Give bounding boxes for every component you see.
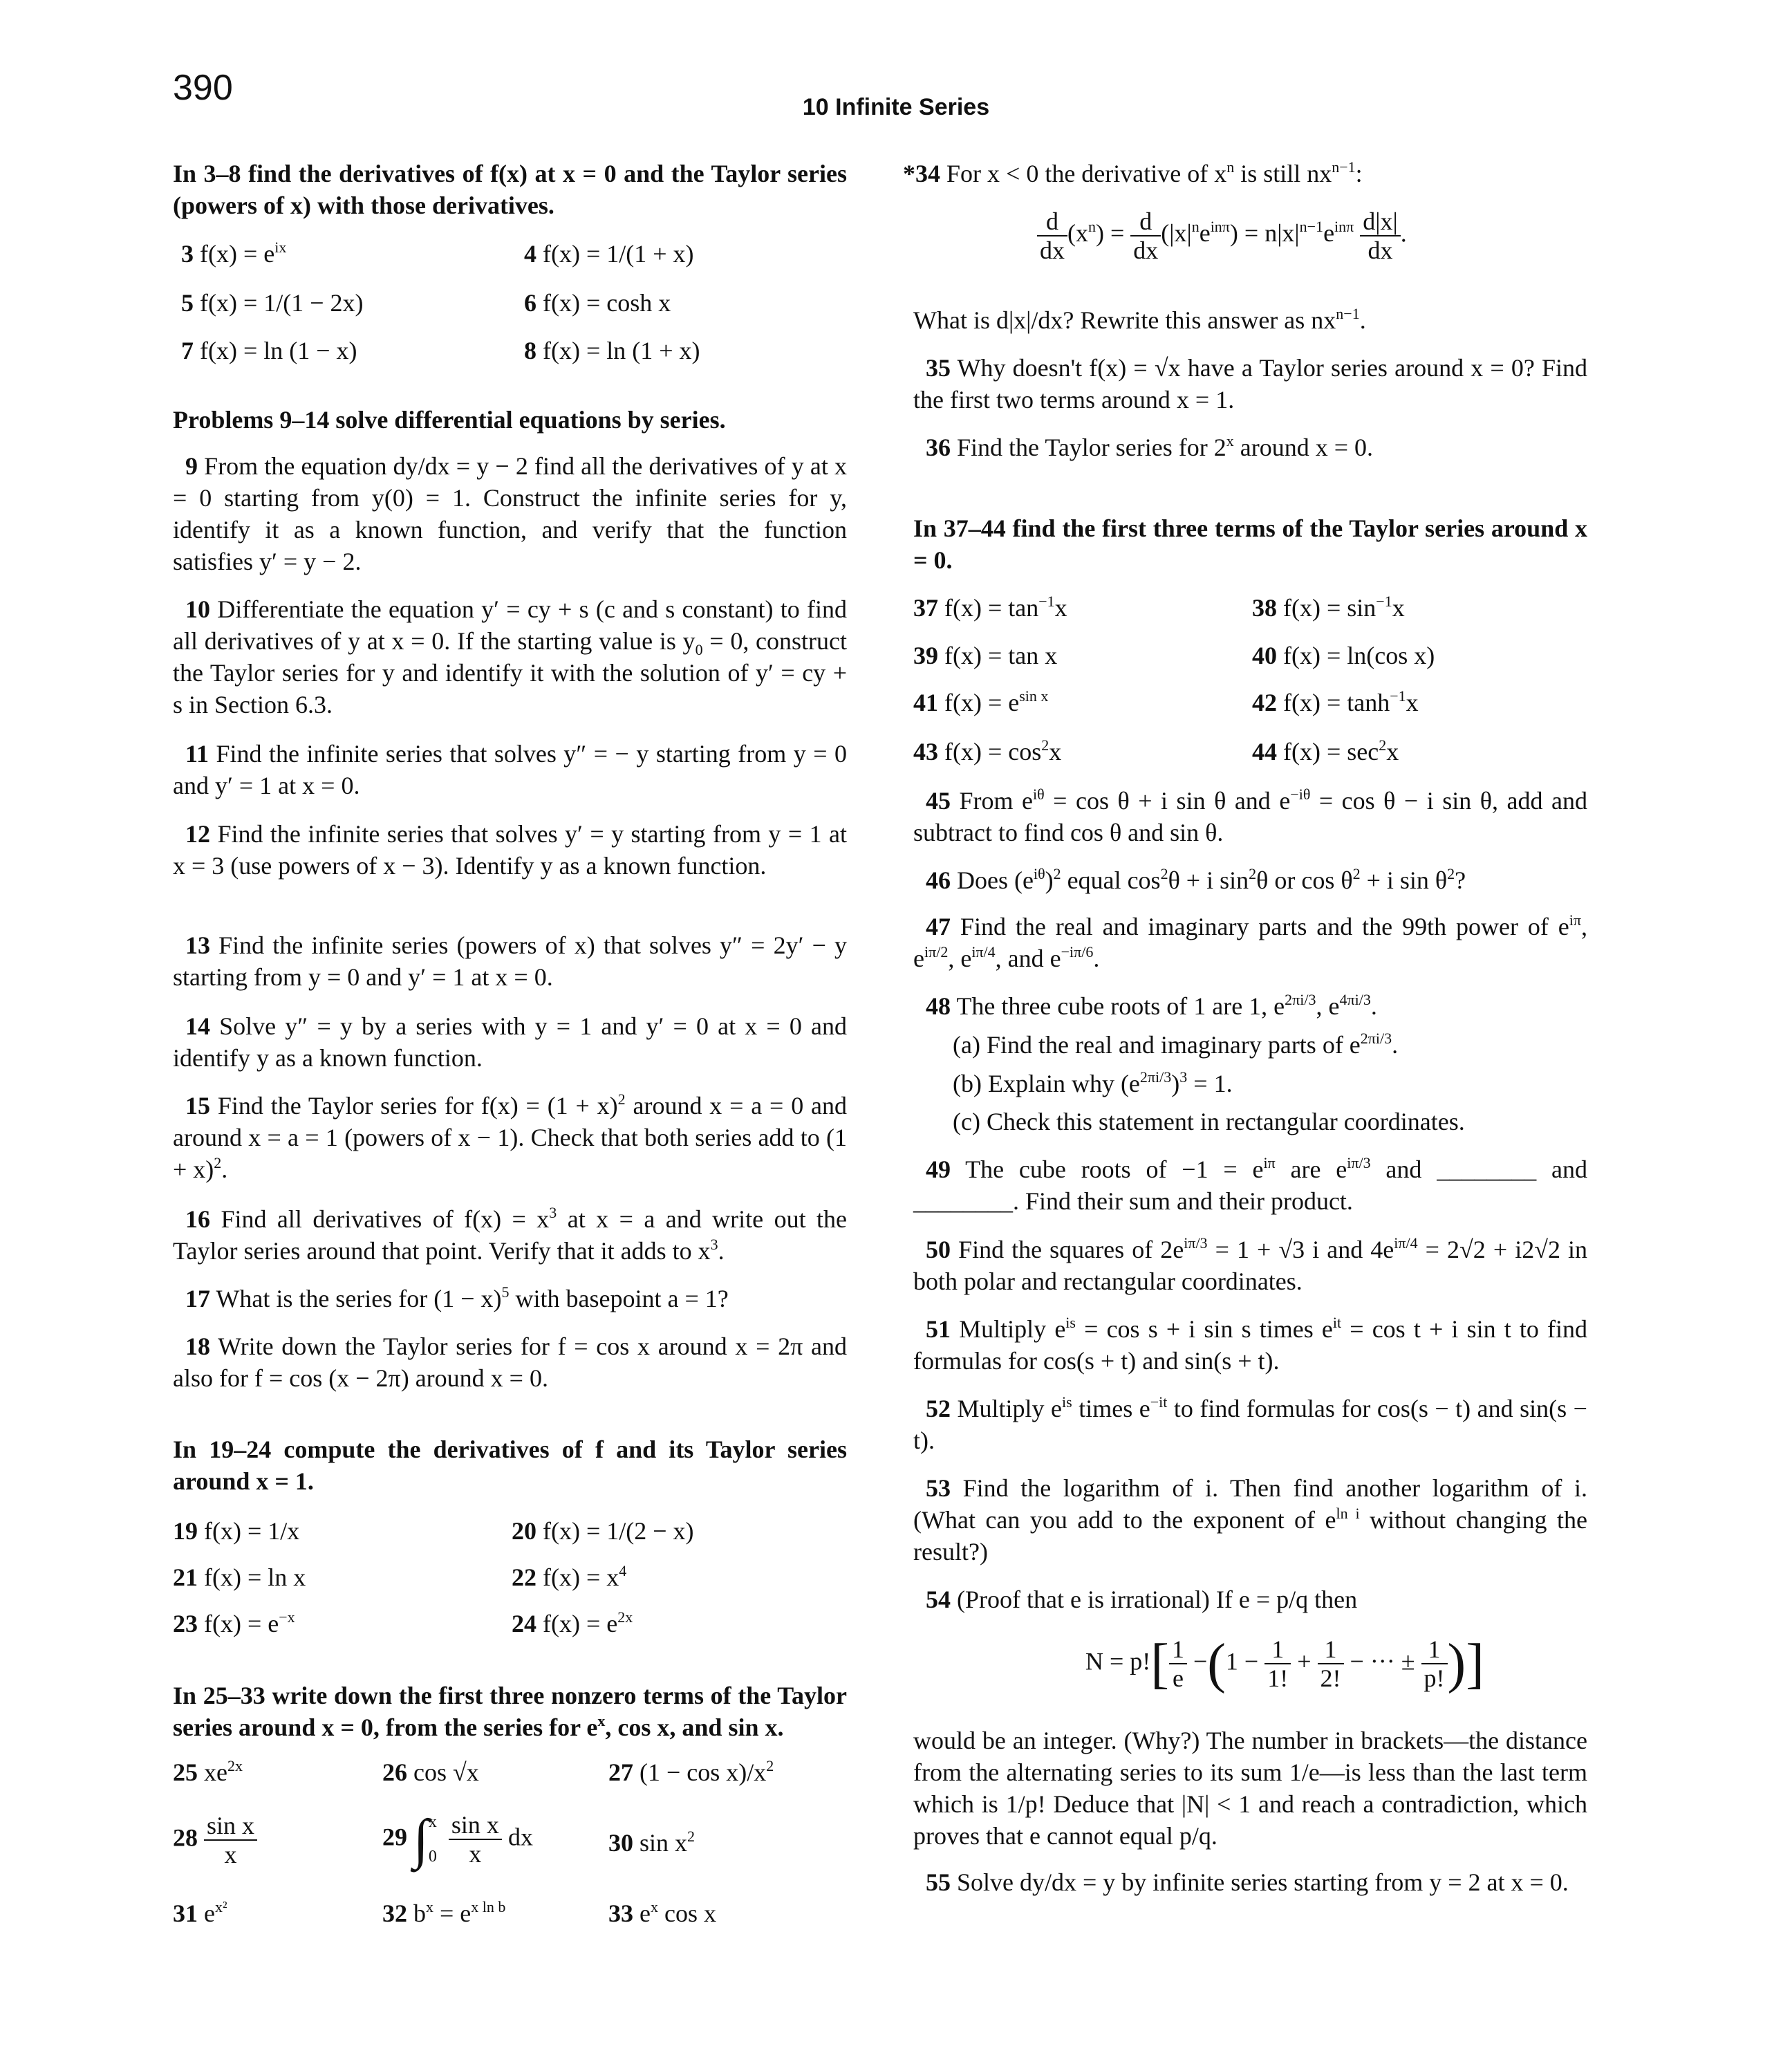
problem-52: 52 Multiply $e^{is}$ times $e^{-it}$ to find formulas for cos(s − t) and sin(s − t). xyxy=(913,1393,1587,1454)
problem-12: 12 Find the infinite series that solves y′ = y starting from y = 1 at x = 3 (use powers of x − 3). Identify y as a known function. xyxy=(173,820,848,880)
problem-51: 51 Multiply $e^{is} = \cos s + i$ sin s times $e^{it} = \cos t + i$ sin t to find formulas for cos(s + t) and sin(s + t). xyxy=(913,1314,1587,1375)
page-number: 390 xyxy=(173,68,233,108)
fraction: $\frac{\text{sin x}}{x}$ xyxy=(204,1812,257,1868)
formula-34: $\frac{d}{dx}$ $(x^n)$ = $\frac{d}{dx}$ $(|x|^ne^{in\pi}) = n|x|^{n-1}e^{in\pi}$ $\frac{d|x|}{dx}$ . xyxy=(1037,207,1407,264)
problem-41: 41 $f(x) = e^{sin x}$ xyxy=(913,687,1049,716)
problem-23: 23 $f(x) = e^{-x}$ xyxy=(173,1608,295,1637)
problem-47: 47 Find the real and imaginary parts and the 99th power of $e^{i\pi}$, $e^{i\pi/2}$, $e^{i\pi/4}$, and $e^{-i\pi/6}$. xyxy=(913,911,1587,972)
problem-37: 37 $f(x) = \tan^{-1}x$ xyxy=(913,593,1067,622)
problem-55: 55 Solve dy/dx = y by infinite series starting from y = 2 at x = 0. xyxy=(926,1868,1569,1896)
problem-11: 11 Find the infinite series that solves y″ = − y starting from y = 0 and y′ = 1 at x = 0. xyxy=(173,740,847,799)
problem-39: 39 f(x) = tan x xyxy=(913,642,1058,669)
problem-18: 18 Write down the Taylor series for f = cos x around x = 2π and also for f = cos (x − 2π) around x = 0. xyxy=(173,1332,847,1392)
problem-48a: (a) Find the real and imaginary parts of $e^{2\pi i/3}$. xyxy=(953,1030,1399,1059)
problem-24: 24 $f(x) = e^{2x}$ xyxy=(512,1608,633,1637)
fraction: $\frac{\text{sin x}}{x}$ xyxy=(449,1811,502,1868)
problem-35: 35 Why doesn't f(x) = √x have a Taylor series around x = 0? Find the first two terms around x = 1. xyxy=(913,354,1587,414)
problem-42: 42 $f(x) = \tanh^{-1}x$ xyxy=(1252,687,1419,716)
problem-54-continued: would be an integer. (Why?) The number in brackets—the distance from the alternating series to its sum 1/e—is less than the last term which is 1/p! Deduce that |N| < 1 and reach a contradiction, which proves that e cannot equal p/q. xyxy=(913,1727,1587,1850)
problem-48c: (c) Check this statement in rectangular coordinates. xyxy=(953,1108,1465,1135)
instructions-25-33: In 25–33 write down the first three nonzero terms of the Taylor series around x = 0, from the series for $e^x$, cos x, and sin x. xyxy=(173,1682,847,1741)
problem-7: 7 f(x) = ln (1 − x) xyxy=(181,337,357,364)
instructions-3-8: In 3–8 find the derivatives of f(x) at x = 0 and the Taylor series (powers of x) with those derivatives. xyxy=(173,160,847,219)
problem-15: 15 Find the Taylor series for $f(x) = (1 + x)^2$ around x = a = 0 and around x = a = 1 (powers of x − 1). Check that both series add to $(1 + x)^2$. xyxy=(173,1090,848,1183)
problem-34: *34 For x < 0 the derivative of $x^n$ is still $nx^{n-1}$: xyxy=(903,158,1363,187)
problem-6: 6 f(x) = cosh x xyxy=(524,289,671,317)
problem-34-question: What is d|x|/dx? Rewrite this answer as $nx^{n-1}$. xyxy=(913,305,1366,334)
problem-28: 28 $\frac{\text{sin x}}{x}$ xyxy=(173,1812,257,1868)
problem-14: 14 Solve y″ = y by a series with y = 1 and y′ = 0 at x = 0 and identify y as a known function. xyxy=(173,1012,848,1072)
problem-48: 48 The three cube roots of 1 are 1, $e^{2\pi i/3}$, $e^{4\pi i/3}$. xyxy=(926,991,1377,1020)
instructions-9-14: Problems 9–14 solve differential equations by series. xyxy=(173,406,726,434)
problem-50: 50 Find the squares of $2e^{i\pi/3} = 1 + √3$ i and $4e^{i\pi/4} = 2√2 + i2√2$ in both polar and rectangular coordinates. xyxy=(913,1234,1588,1295)
formula-54: N = p![ $\frac{1}{e}$ −(1 − $\frac{1}{1!}$ + $\frac{1}{2!}$ − ··· ± $\frac{1}{p!}$ )] xyxy=(1085,1633,1484,1694)
problem-16: 16 Find all derivatives of $f(x) = x^3$ at x = a and write out the Taylor series around that point. Verify that it adds to $x^3$. xyxy=(173,1204,848,1265)
problem-45: 45 From $e^{i\theta} = \cos \theta + i$ sin θ and $e^{-i\theta} = \cos \theta - i$ sin θ, add and subtract to find cos θ and sin θ. xyxy=(913,786,1587,846)
problem-31: 31 $e^{x^2}$ xyxy=(173,1898,227,1927)
problem-33: 33 $e^x$ cos x xyxy=(608,1898,716,1927)
problem-4: 4 f(x) = 1/(1 + x) xyxy=(524,240,694,268)
problem-26: 26 cos √x xyxy=(382,1758,479,1786)
problem-29: 29 ∫ x 0 $\frac{\text{sin x}}{x}$ dx xyxy=(382,1809,533,1870)
problem-43: 43 $f(x) = \cos^2x$ xyxy=(913,736,1062,765)
integral-sign: ∫ xyxy=(413,1809,429,1870)
problem-5: 5 f(x) = 1/(1 − 2x) xyxy=(181,289,364,317)
problem-44: 44 $f(x) = \sec^2x$ xyxy=(1252,736,1399,765)
problem-8: 8 f(x) = ln (1 + x) xyxy=(524,337,700,364)
problem-19: 19 f(x) = 1/x xyxy=(173,1517,300,1545)
problem-25: 25 $xe^{2x}$ xyxy=(173,1757,243,1786)
problem-21: 21 f(x) = ln x xyxy=(173,1563,306,1591)
problem-13: 13 Find the infinite series (powers of x) that solves y″ = 2y′ − y starting from y = 0 and y′ = 1 at x = 0. xyxy=(173,931,848,991)
instructions-37-44: In 37–44 find the first three terms of the Taylor series around x = 0. xyxy=(913,514,1587,574)
problem-48b: (b) Explain why $(e^{2\pi i/3})^3 = 1$. xyxy=(953,1068,1233,1097)
running-head: 10 Infinite Series xyxy=(802,94,990,120)
instructions-19-24: In 19–24 compute the derivatives of f and its Taylor series around x = 1. xyxy=(173,1436,847,1495)
problem-46: 46 Does $(e^{i\theta})^2$ equal $\cos^2\theta + i$ $\sin^2\theta$ or $\cos \theta^2 + i$ $\sin \theta^2$? xyxy=(926,865,1466,894)
problem-36: 36 Find the Taylor series for 2$^x$ around x = 0. xyxy=(926,432,1374,461)
problem-9: 9 From the equation dy/dx = y − 2 find all the derivatives of y at x = 0 starting from y(0) = 1. Construct the infinite series for y, identify it as a known function, and verify that the function satisfies y′ = y − 2. xyxy=(173,452,848,575)
problem-30: 30 $\sin x^2$ xyxy=(608,1828,696,1857)
problem-38: 38 $f(x) = \sin^{-1}x$ xyxy=(1252,593,1405,622)
problem-3: 3 $f(x) = e^{ix}$ xyxy=(181,239,287,268)
problem-27: 27 $(1 - \cos x)/x^2$ xyxy=(608,1757,774,1786)
problem-20: 20 f(x) = 1/(2 − x) xyxy=(512,1517,694,1545)
problem-10: 10 Differentiate the equation y′ = cy + s (c and s constant) to find all derivatives of y at x = 0. If the starting value is $y_0 = 0$, construct the Taylor series for y and identify it with the solution of y′ = cy + s in Section 6.3. xyxy=(173,595,848,718)
problem-40: 40 f(x) = ln(cos x) xyxy=(1252,642,1435,669)
problem-54: 54 (Proof that e is irrational) If e = p/q then xyxy=(926,1586,1358,1613)
problem-22: 22 $f(x) = x^4$ xyxy=(512,1562,627,1591)
problem-53: 53 Find the logarithm of i. Then find another logarithm of i. (What can you add to the exponent of $e^{ln i}$ without changing the result?) xyxy=(913,1474,1587,1566)
problem-32: 32 $b^x = e^{x ln b}$ xyxy=(382,1898,506,1927)
problem-49: 49 The cube roots of $-1 = e^{i\pi}$ are $e^{i\pi/3}$ and ________ and ________. Find their sum and their product. xyxy=(913,1154,1587,1215)
problem-17: 17 What is the series for $(1 - x)^5$ with basepoint a = 1? xyxy=(185,1283,729,1312)
